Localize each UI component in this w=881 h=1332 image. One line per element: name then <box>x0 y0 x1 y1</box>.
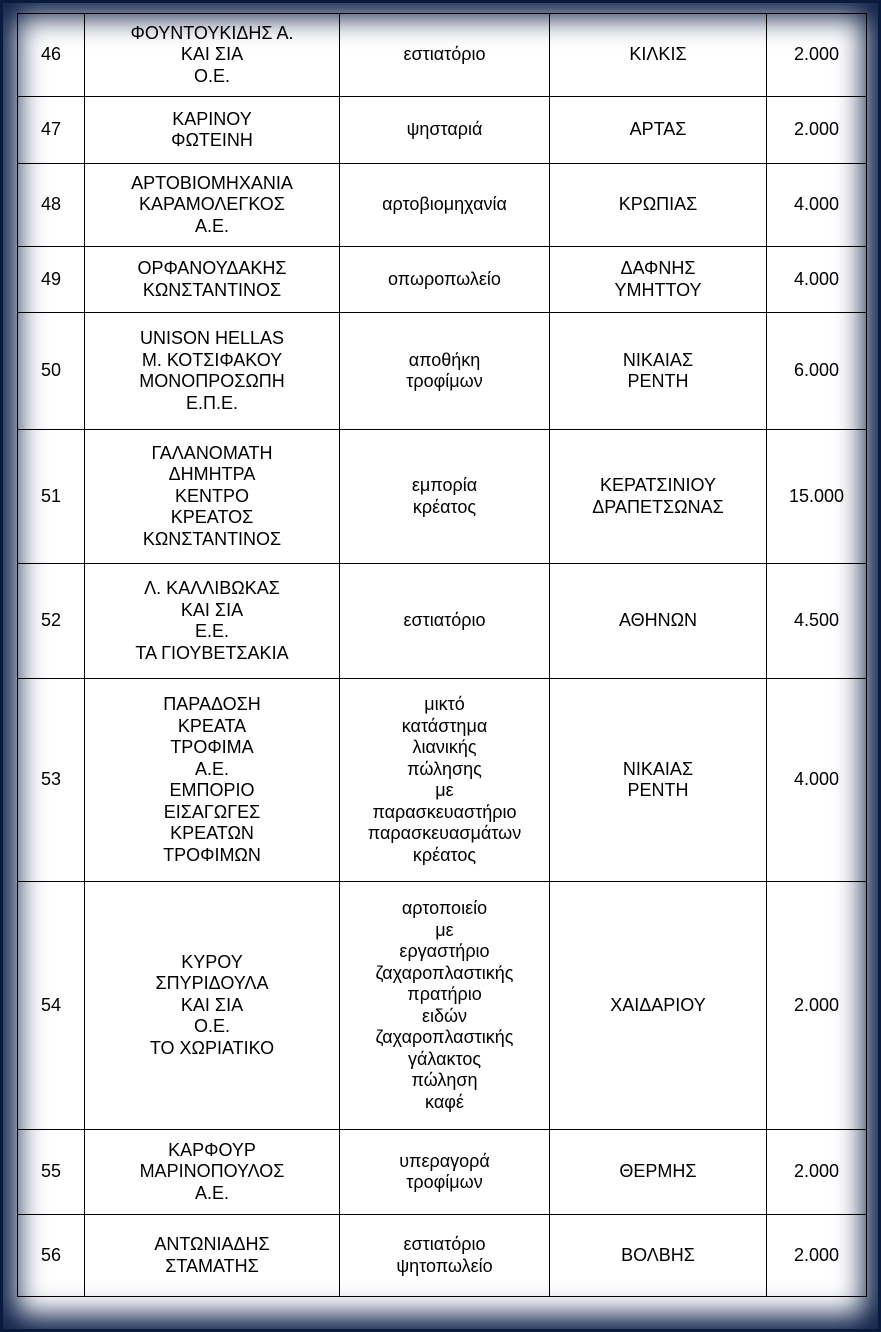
business-name: ΠΑΡΑΔΟΣΗ ΚΡΕΑΤΑ ΤΡΟΦΙΜΑ Α.Ε. ΕΜΠΟΡΙΟ ΕΙΣΑΓΩΓΕΣ ΚΡΕΑΤΩΝ ΤΡΟΦΙΜΩΝ <box>85 679 340 882</box>
business-name: ΚΑΡΙΝΟΥ ΦΩΤΕΙΝΗ <box>85 97 340 164</box>
municipality: ΝΙΚΑΙΑΣ ΡΕΝΤΗ <box>550 313 767 430</box>
row-number: 48 <box>18 164 85 247</box>
fine-amount: 15.000 <box>767 430 867 564</box>
business-name: Λ. ΚΑΛΛΙΒΩΚΑΣ ΚΑΙ ΣΙΑ Ε.Ε. ΤΑ ΓΙΟΥΒΕΤΣΑΚΙΑ <box>85 564 340 679</box>
municipality: ΑΘΗΝΩΝ <box>550 564 767 679</box>
business-name: ΟΡΦΑΝΟΥΔΑΚΗΣ ΚΩΝΣΤΑΝΤΙΝΟΣ <box>85 247 340 313</box>
municipality: ΚΡΩΠΙΑΣ <box>550 164 767 247</box>
row-number: 52 <box>18 564 85 679</box>
table-row <box>18 313 867 430</box>
business-type: αρτοβιομηχανία <box>340 164 550 247</box>
municipality: ΧΑΙΔΑΡΙΟΥ <box>550 882 767 1130</box>
business-type: οπωροπωλείο <box>340 247 550 313</box>
municipality: ΒΟΛΒΗΣ <box>550 1215 767 1297</box>
municipality: ΑΡΤΑΣ <box>550 97 767 164</box>
table-row <box>18 164 867 247</box>
records-table <box>17 13 867 1297</box>
business-type: αποθήκη τροφίμων <box>340 313 550 430</box>
row-number: 53 <box>18 679 85 882</box>
fine-amount: 2.000 <box>767 14 867 97</box>
business-name: ΦΟΥΝΤΟΥΚΙΔΗΣ Α. ΚΑΙ ΣΙΑ Ο.Ε. <box>85 14 340 97</box>
business-name: ΚΥΡΟΥ ΣΠΥΡΙΔΟΥΛΑ ΚΑΙ ΣΙΑ Ο.Ε. ΤΟ ΧΩΡΙΑΤΙΚΟ <box>85 882 340 1130</box>
business-name: ΑΡΤΟΒΙΟΜΗΧΑΝΙΑ ΚΑΡΑΜΟΛΕΓΚΟΣ Α.Ε. <box>85 164 340 247</box>
table-row <box>18 679 867 882</box>
business-name: ΚΑΡΦΟΥΡ ΜΑΡΙΝΟΠΟΥΛΟΣ Α.Ε. <box>85 1130 340 1215</box>
table-row <box>18 882 867 1130</box>
row-number: 55 <box>18 1130 85 1215</box>
fine-amount: 4.000 <box>767 247 867 313</box>
table-row <box>18 430 867 564</box>
business-name: ΑΝΤΩΝΙΑΔΗΣ ΣΤΑΜΑΤΗΣ <box>85 1215 340 1297</box>
row-number: 46 <box>18 14 85 97</box>
fine-amount: 2.000 <box>767 882 867 1130</box>
table-row <box>18 564 867 679</box>
fine-amount: 6.000 <box>767 313 867 430</box>
business-type: εστιατόριο <box>340 14 550 97</box>
table-row <box>18 247 867 313</box>
business-type: μικτό κατάστημα λιανικής πώλησης με παρασκευαστήριο παρασκευασμάτων κρέατος <box>340 679 550 882</box>
business-type: αρτοποιείο με εργαστήριο ζαχαροπλαστικής πρατήριο ειδών ζαχαροπλαστικής γάλακτος πώληση καφέ <box>340 882 550 1130</box>
row-number: 47 <box>18 97 85 164</box>
table-row <box>18 1130 867 1215</box>
fine-amount: 4.000 <box>767 164 867 247</box>
municipality: ΚΙΛΚΙΣ <box>550 14 767 97</box>
municipality: ΝΙΚΑΙΑΣ ΡΕΝΤΗ <box>550 679 767 882</box>
row-number: 56 <box>18 1215 85 1297</box>
table-row <box>18 1215 867 1297</box>
fine-amount: 4.000 <box>767 679 867 882</box>
municipality: ΔΑΦΝΗΣ ΥΜΗΤΤΟΥ <box>550 247 767 313</box>
fine-amount: 2.000 <box>767 1130 867 1215</box>
business-type: υπεραγορά τροφίμων <box>340 1130 550 1215</box>
fine-amount: 2.000 <box>767 1215 867 1297</box>
row-number: 51 <box>18 430 85 564</box>
business-name: UNISON HELLAS Μ. ΚΟΤΣΙΦΑΚΟΥ ΜΟΝΟΠΡΟΣΩΠΗ Ε.Π.Ε. <box>85 313 340 430</box>
municipality: ΘΕΡΜΗΣ <box>550 1130 767 1215</box>
row-number: 54 <box>18 882 85 1130</box>
table-row <box>18 14 867 97</box>
business-name: ΓΑΛΑΝΟΜΑΤΗ ΔΗΜΗΤΡΑ ΚΕΝΤΡΟ ΚΡΕΑΤΟΣ ΚΩΝΣΤΑΝΤΙΝΟΣ <box>85 430 340 564</box>
fine-amount: 4.500 <box>767 564 867 679</box>
business-type: εμπορία κρέατος <box>340 430 550 564</box>
business-type: εστιατόριο <box>340 564 550 679</box>
row-number: 50 <box>18 313 85 430</box>
business-type: ψησταριά <box>340 97 550 164</box>
municipality: ΚΕΡΑΤΣΙΝΙΟΥ ΔΡΑΠΕΤΣΩΝΑΣ <box>550 430 767 564</box>
fine-amount: 2.000 <box>767 97 867 164</box>
row-number: 49 <box>18 247 85 313</box>
business-type: εστιατόριο ψητοπωλείο <box>340 1215 550 1297</box>
table-row <box>18 97 867 164</box>
